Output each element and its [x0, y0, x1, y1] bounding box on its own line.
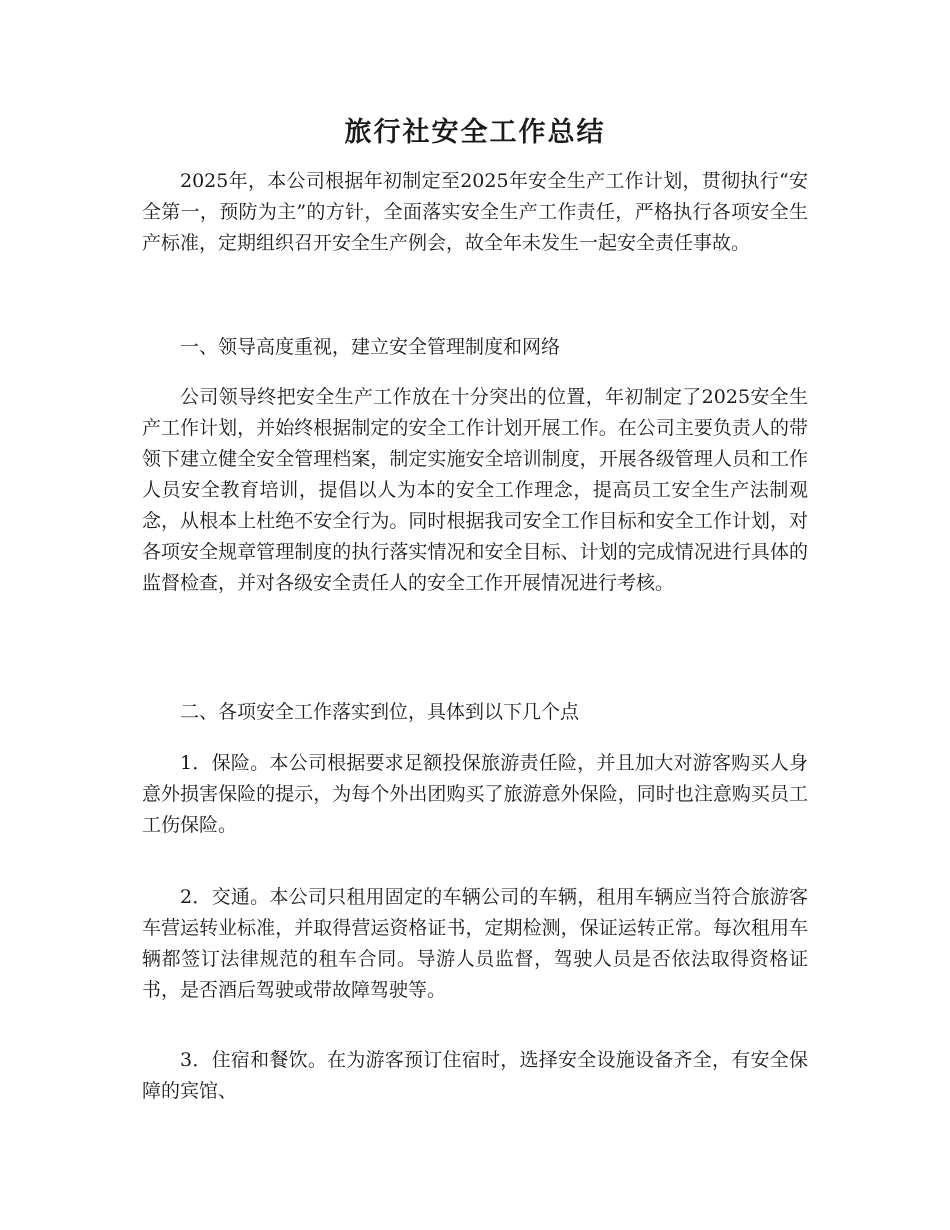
- section-heading-1: 一、领导高度重视，建立安全管理制度和网络: [180, 336, 561, 358]
- paragraph-transport: 2．交通。本公司只租用固定的车辆公司的车辆，租用车辆应当符合旅游客车营运转业标准，并取得营运资格证书，定期检测，保证运转正常。每次租用车辆都签订法律规范的租车合同。导游人员监督，驾驶人员是否依法取得资格证书，是否酒后驾驶或带故障驾驶等。: [142, 886, 808, 1001]
- paragraph-accommodation: 3．住宿和餐饮。在为游客预订住宿时，选择安全设施设备齐全，有安全保障的宾馆、: [142, 1049, 808, 1102]
- paragraph-leadership: 公司领导终把安全生产工作放在十分突出的位置，年初制定了2025安全生产工作计划，并始终根据制定的安全工作计划开展工作。在公司主要负责人的带领下建立健全安全管理档案，制定实施安全培训制度，开展各级管理人员和工作人员安全教育培训，提倡以人为本的安全工作理念，提高员工安全生产法制观念，从根本上杜绝不安全行为。同时根据我司安全工作目标和安全工作计划，对各项安全规章管理制度的执行落实情况和安全目标、计划的完成情况进行具体的监督检查，并对各级安全责任人的安全工作开展情况进行考核。: [142, 386, 808, 594]
- paragraph-insurance: 1．保险。本公司根据要求足额投保旅游责任险，并且加大对游客购买人身意外损害保险的提示，为每个外出团购买了旅游意外保险，同时也注意购买员工工伤保险。: [142, 752, 808, 836]
- document-title: 旅行社安全工作总结: [344, 117, 606, 148]
- section-heading-2: 二、各项安全工作落实到位，具体到以下几个点: [180, 701, 580, 723]
- paragraph-intro: 2025年，本公司根据年初制定至2025年安全生产工作计划，贯彻执行“安全第一，预防为主”的方针，全面落实安全生产工作责任，严格执行各项安全生产标准，定期组织召开安全生产例会，故全年未发生一起安全责任事故。: [142, 170, 808, 254]
